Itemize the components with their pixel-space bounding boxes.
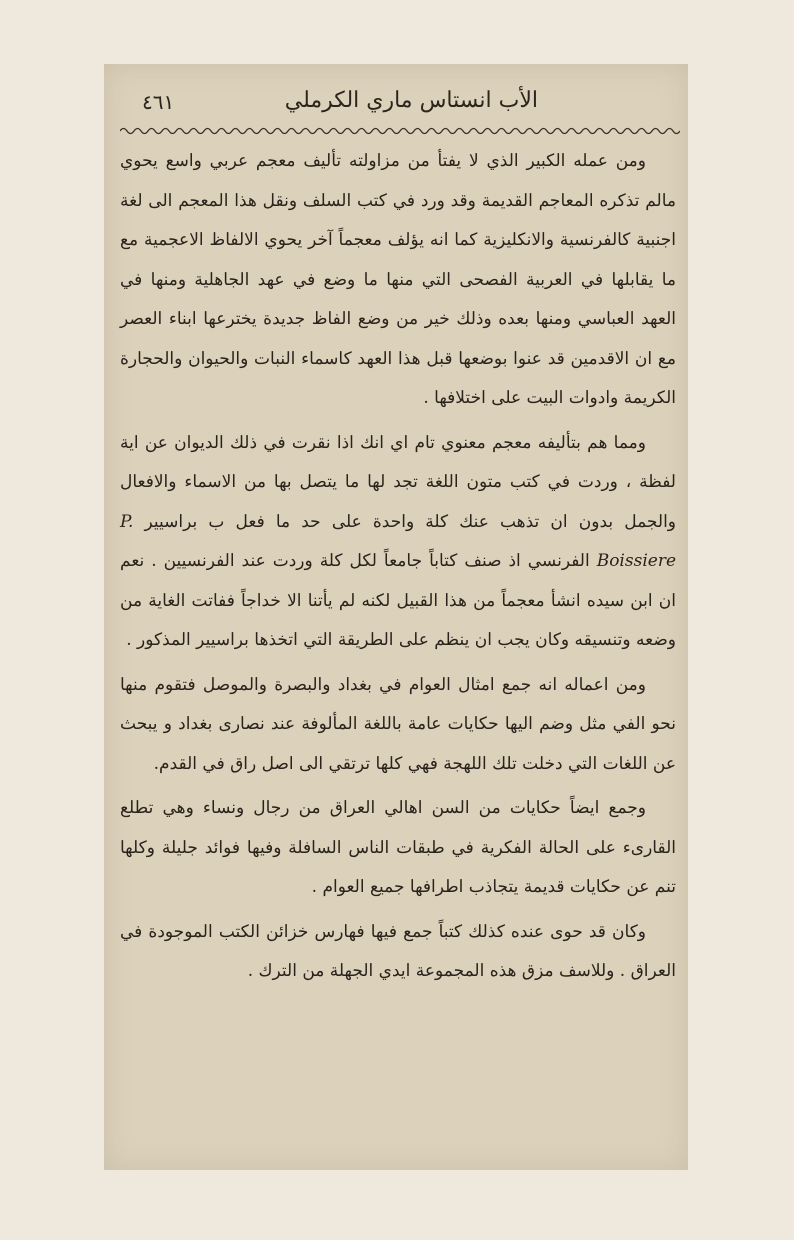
book-page	[104, 64, 688, 1170]
paragraph-tales: وجمع ايضاً حكايات من السن اهالي العراق من رجال ونساء وهي تطلع القارىء على الحالة الفكرية في طبقات الناس السافلة وفيها فوائد جليلة وكلها تنم عن حكايات قديمة يتجاذب اطرافها جميع العوام .	[120, 798, 676, 897]
page-number: ٤٦١	[142, 90, 175, 114]
page-header	[104, 84, 688, 124]
latin-author-name: P. Boissiere	[120, 511, 677, 571]
paragraph-proverbs: ومن اعماله انه جمع امثال العوام في بغداد والبصرة والموصل فتقوم منها نحو الفي مثل وضم اليها حكايات عامة باللغة المألوفة عند نصارى بغداد و يبحث عن اللغات التي دخلت تلك اللهجة فهي كلها ترتقي الى اصل راق في القدم.	[120, 674, 676, 774]
paragraph-text: ومما هم بتأليفه معجم معنوي تام اي انك اذا نقرت في ذلك الديوان عن اية لفظة ، وردت في كتب متون اللغة تجد لها ما يتصل بها من الاسماء والافعال والجمل بدون ان تذهب عنك كلة واحدة على حد ما فعل ب براسيير	[120, 432, 677, 532]
running-title: الأب انستاس ماري الكرملي	[284, 88, 538, 113]
wavy-rule-divider	[120, 126, 680, 136]
body-text	[120, 142, 676, 997]
paragraph-text: الفرنسي اذ صنف كتاباً جامعاً لكل كلة وردت عند الفرنسيين . نعم ان ابن سيده انشأ معجماً من هذا القبيل لكنه لم يأتنا الا خداجاً ففاتت الغاية من وضعه وتنسيقه وكان يجب ان ينظم على الطريقة التي اتخذها براسيير المذكور .	[120, 551, 676, 650]
paragraph-semantic-dictionary	[120, 424, 676, 661]
paragraph-dictionary: ومن عمله الكبير الذي لا يفتأ من مزاولته تأليف معجم عربي واسع يحوي مالم تذكره المعاجم القديمة وقد ورد في كتب السلف ونقل هذا المعجم الى لغة اجنبية كالفرنسية والانكليزية كما انه يؤلف معجماً آخر يحوي الالفاظ الاعجمية مع ما يقابلها في العربية الفصحى التي منها ما وضع في عهد الجاهلية ومنها في العهد العباسي ومنها بعده وذلك خير من وضع الفاظ جديدة يخترعها ابناء العصر مع ان الاقدمين قد عنوا بوضعها قبل هذا العهد كاسماء النبات والحيوان والحجارة الكريمة وادوات البيت على اختلافها .	[120, 151, 676, 408]
paragraph-catalogues: وكان قد حوى عنده كذلك كتباً جمع فيها فهارس خزائن الكتب الموجودة في العراق . وللاسف مزق هذه المجموعة ايدي الجهلة من الترك .	[120, 921, 676, 981]
